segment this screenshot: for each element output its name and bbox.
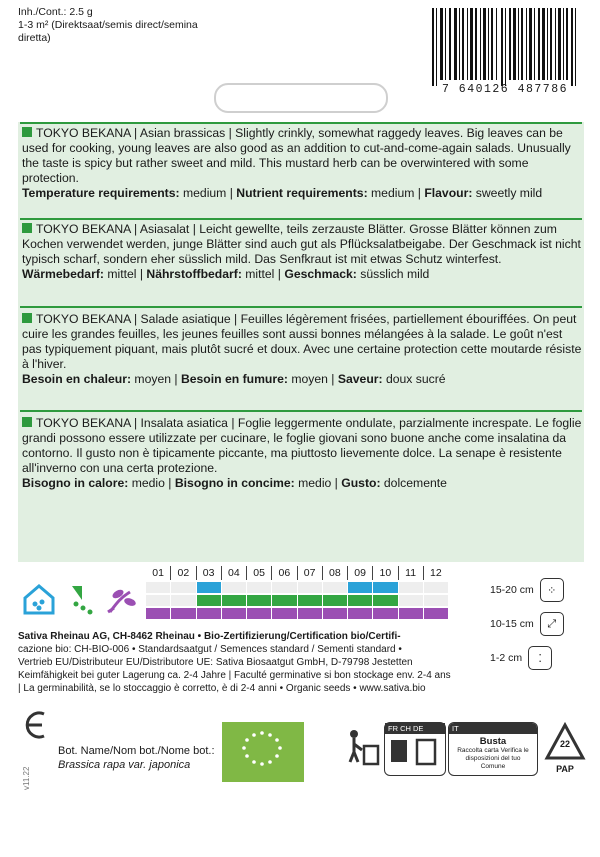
divider [20,218,582,220]
eu-leaf-icon [222,722,304,782]
req-value: sweetly mild [472,186,543,200]
pap-label: PAP [556,764,574,774]
plant-spacing-icon: ⤢ [540,612,564,636]
area-line: 1-3 m² (Direktsaat/semis direct/semina [18,19,198,31]
month-label: 09 [348,566,373,580]
sowing-calendar [146,566,448,619]
calendar-cell [348,595,373,606]
calendar-cell [298,582,323,593]
req-label: Gusto: [341,476,381,490]
req-value: moyen | [131,372,181,386]
green-square-icon [22,313,32,323]
calendar-cell [247,582,272,593]
req-label: Flavour: [424,186,473,200]
req-value: mittel | [241,267,285,281]
busta-label: Busta [479,736,507,747]
recycle-person-icon [342,726,382,766]
req-label: Bisogno in concime: [174,476,295,490]
calendar-cell [146,595,171,606]
month-label: 07 [298,566,323,580]
calendar-cell [373,608,398,619]
calendar-cell [247,608,272,619]
row-spacing-icon: ⁘ [540,578,564,602]
producer-info [18,630,488,695]
req-value: medium | [179,186,237,200]
divider [20,122,582,124]
section-text: TOKYO BEKANA | Asiasalat | Leicht gewellte, teils zerzauste Blätter. Grosse Blätter können zum Kochen verwendet werden, junge Blätter sind auch gut als Pflücksalatbeigabe. Der Geschmack ist nicht typisch scharf, sondern eher süsslich mild. Das Senfkraut ist mit etwas Schutz winterfest. [22,222,581,266]
req-value: süsslich mild [356,267,430,281]
green-square-icon [22,417,32,427]
calendar-cell [298,595,323,606]
sowing-depth [490,646,552,670]
calendar-cell [323,608,348,619]
req-value: medium | [367,186,425,200]
calendar-cell [399,595,424,606]
req-value: dolcemente [380,476,447,490]
divider [20,306,582,308]
divider [20,410,582,412]
botanical-value: Brassica rapa var. japonica [58,759,191,771]
producer-line: Vertrieb EU/Distributeur EU/Distributore UE: Sativa Biosaatgut GmbH, D-79798 Jestetten [18,657,413,668]
barcode [426,8,584,86]
month-label: 04 [222,566,247,580]
month-label: 01 [146,566,171,580]
calendar-cell [373,582,398,593]
calendar-cell [171,595,196,606]
calendar-cell [247,595,272,606]
section-text: TOKYO BEKANA | Insalata asiatica | Foglie leggermente ondulate, parzialmente increspate. Le foglie grandi possono essere utilizzate per cucinare, le foglie giovani sono buone anche come insalatina da contorno. Il gusto non è tipicamente piccante, ma piuttosto lievemente dolce. La senape è resistente all'inverno con una certa protezione. [22,416,582,475]
house-sowing-icon [22,582,56,616]
section-text: TOKYO BEKANA | Salade asiatique | Feuilles légèrement frisées, partiellement ébouriffées. On peut cuire les grandes feuilles, les jeunes feuilles sont aussi bonnes mélangées à la salade. Le goût n'est pas typiquement piquant, mais plutôt sucré et doux. Avec une certaine protection cette moutarde résiste à l'hiver. [22,312,582,371]
producer-line: Sativa Rheinau AG, CH-8462 Rheinau • Bio-Zertifizierung/Certification bio/Certifi- [18,631,401,642]
req-label: Besoin en chaleur: [22,372,132,386]
calendar-cell [272,582,297,593]
calendar-cell [197,582,222,593]
contents-info [18,6,258,45]
country-codes: FR CH DE [385,723,445,734]
calendar-cell [348,582,373,593]
section-english [22,126,582,201]
producer-line: | La germinabilità, se lo stoccaggio è corretto, è di 2-4 anni • Organic seeds • www.sativa.bio [18,683,426,694]
calendar-cell [298,608,323,619]
pap-number: 22 [559,739,570,749]
req-value: doux sucré [382,372,446,386]
sorting-box [384,722,446,776]
calendar-cell [424,595,448,606]
calendar-cell [399,582,424,593]
plant-spacing-label: 10-15 cm [490,618,534,630]
req-label: Saveur: [337,372,383,386]
req-label: Besoin en fumure: [180,372,288,386]
italy-box [448,722,538,776]
producer-line: cazione bio: CH-BIO-006 • Standardsaatgut / Semences standard / Sementi standard • [18,644,402,655]
calendar-row [146,582,448,593]
calendar-cell [373,595,398,606]
calendar-cell [323,595,348,606]
month-label: 11 [399,566,424,580]
producer-line: Keimfähigkeit bei guter Lagerung ca. 2-4 Jahre | Faculté germinative si bon stockage env. 2-4 ans [18,670,451,681]
calendar-cell [272,608,297,619]
req-label: Wärmebedarf: [22,267,104,281]
month-label: 06 [272,566,297,580]
month-labels [146,566,448,580]
calendar-cell [323,582,348,593]
req-label: Bisogno in calore: [22,476,129,490]
req-value: medio | [128,476,175,490]
calendar-cell [399,608,424,619]
section-text: TOKYO BEKANA | Asian brassicas | Slightly crinkly, somewhat raggedy leaves. Big leaves can be used for cooking, young leaves are also good as an addition to cut-and-come-again salads. Unusually the taste is spicy but rather sweet and mild. This mustard herb can be overwintered with some protection. [22,126,571,185]
row-spacing-label: 15-20 cm [490,584,534,596]
busta-note: Raccolta carta Verifica le disposizioni del tuo Comune [457,747,529,770]
sowing-depth-icon: ⁚ [528,646,552,670]
calendar-cell [272,595,297,606]
calendar-cell [171,582,196,593]
calendar-cell [424,608,448,619]
section-italian [22,416,582,491]
month-label: 05 [247,566,272,580]
req-value: moyen | [287,372,338,386]
botanical-label: Bot. Name/Nom bot./Nome bot.: [58,745,215,757]
section-french [22,312,582,387]
barcode-number: 7 640126 487786 [441,83,569,96]
area-line-2: diretta) [18,32,51,44]
req-label: Nutrient requirements: [236,186,368,200]
section-german [22,222,582,282]
calendar-cell [146,582,171,593]
month-label: 10 [373,566,398,580]
green-square-icon [22,127,32,137]
month-label: 02 [171,566,196,580]
calendar-cell [146,608,171,619]
hang-hole [214,83,388,113]
sowing-depth-label: 1-2 cm [490,652,523,664]
field-sowing-icon [66,582,100,616]
calendar-cell [197,595,222,606]
req-label: Temperature requirements: [22,186,180,200]
month-label: 08 [323,566,348,580]
req-value: medio | [294,476,342,490]
calendar-cell [222,595,247,606]
row-spacing [490,578,564,602]
country-it: IT [449,723,537,734]
calendar-cell [424,582,448,593]
req-label: Geschmack: [284,267,357,281]
calendar-cell [222,582,247,593]
calendar-cell [197,608,222,619]
estimated-sign-icon [22,708,48,742]
calendar-cell [348,608,373,619]
req-label: Nährstoffbedarf: [146,267,242,281]
calendar-row [146,608,448,619]
paper-bin-icon [385,734,443,770]
botanical-name [58,744,215,772]
harvest-icon [104,582,138,616]
month-label: 12 [430,567,442,579]
req-value: mittel | [103,267,147,281]
eu-organic-logo [222,722,304,782]
version-code: v11.22 [22,766,31,790]
plant-spacing [490,612,564,636]
calendar-row [146,595,448,606]
calendar-cell [222,608,247,619]
calendar-cell [171,608,196,619]
contents-line: Inh./Cont.: 2.5 g [18,6,93,18]
green-square-icon [22,223,32,233]
month-label: 03 [197,566,222,580]
